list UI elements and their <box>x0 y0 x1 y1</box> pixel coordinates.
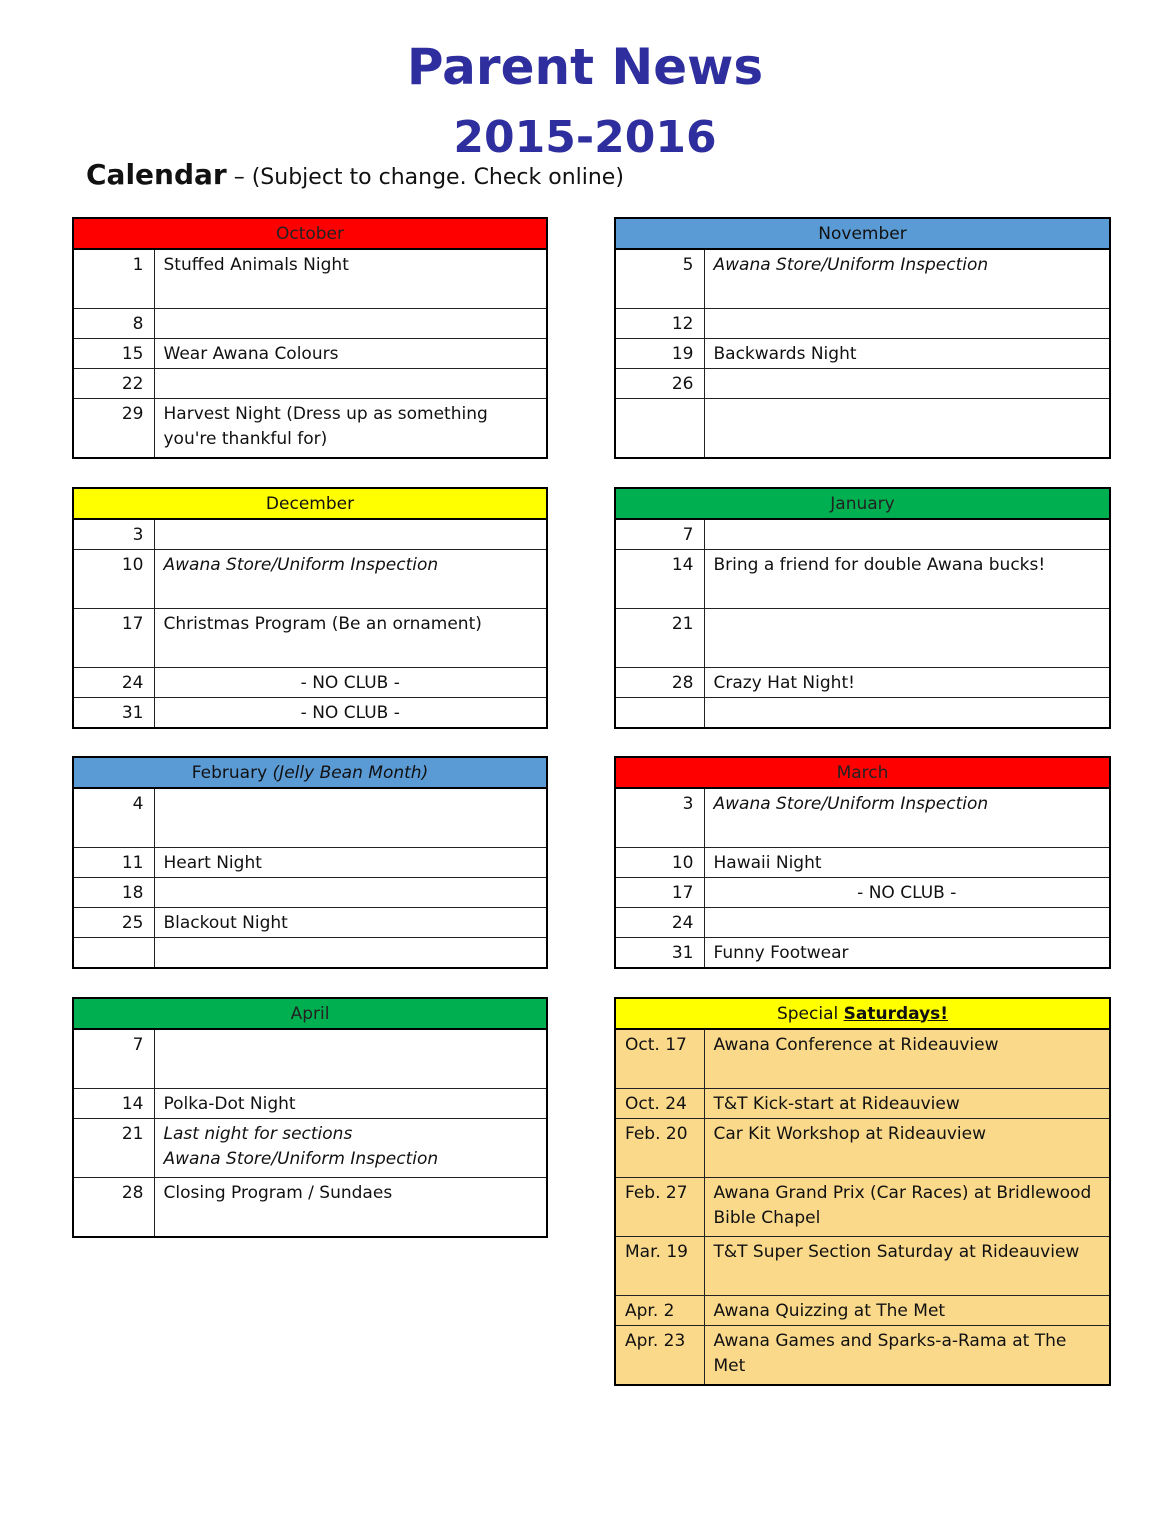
day-cell: 3 <box>615 788 704 848</box>
march-header: March <box>615 757 1110 788</box>
day-cell: 14 <box>615 550 704 609</box>
event-cell <box>704 399 1110 459</box>
table-row <box>73 908 547 938</box>
table-row <box>615 609 1110 668</box>
event-cell: Christmas Program (Be an ornament) <box>154 609 547 668</box>
table-row <box>615 878 1110 908</box>
event-cell: Blackout Night <box>154 908 547 938</box>
event-cell: T&T Kick-start at Rideauview <box>704 1089 1110 1119</box>
table-row <box>615 698 1110 729</box>
event-cell: Backwards Night <box>704 339 1110 369</box>
event-cell: Awana Conference at Rideauview <box>704 1029 1110 1089</box>
date-cell: Feb. 20 <box>615 1119 704 1178</box>
day-cell: 28 <box>615 668 704 698</box>
february-note: (Jelly Bean Month) <box>272 762 429 783</box>
event-cell <box>154 369 547 399</box>
event-cell <box>154 1029 547 1089</box>
event-cell <box>154 519 547 550</box>
event-cell <box>154 878 547 908</box>
event-cell: Hawaii Night <box>704 848 1110 878</box>
day-cell: 8 <box>73 309 154 339</box>
special-header <box>615 998 1110 1029</box>
day-cell <box>615 399 704 459</box>
table-row <box>615 1237 1110 1296</box>
table-row <box>73 309 547 339</box>
table-row <box>73 609 547 668</box>
table-row <box>615 848 1110 878</box>
day-cell: 11 <box>73 848 154 878</box>
december-table <box>72 487 548 729</box>
page-title: Parent News <box>406 38 764 96</box>
table-row <box>615 519 1110 550</box>
table-row <box>73 668 547 698</box>
event-cell: Heart Night <box>154 848 547 878</box>
november-table <box>614 217 1111 459</box>
day-cell: 10 <box>73 550 154 609</box>
day-cell: 7 <box>615 519 704 550</box>
table-row <box>615 1029 1110 1089</box>
table-row <box>73 369 547 399</box>
table-row <box>615 309 1110 339</box>
date-cell: Feb. 27 <box>615 1178 704 1237</box>
day-cell: 28 <box>73 1178 154 1238</box>
table-row <box>615 339 1110 369</box>
day-cell: 21 <box>73 1119 154 1178</box>
day-cell: 15 <box>73 339 154 369</box>
date-cell: Apr. 2 <box>615 1296 704 1326</box>
event-cell <box>154 788 547 848</box>
event-cell: Awana Games and Sparks-a-Rama at The Met <box>704 1326 1110 1386</box>
event-cell <box>704 908 1110 938</box>
event-cell: Bring a friend for double Awana bucks! <box>704 550 1110 609</box>
february-table <box>72 756 548 969</box>
event-cell <box>704 309 1110 339</box>
event-cell <box>154 309 547 339</box>
calendar-dash: – <box>233 165 245 190</box>
event-line: Last night for sections <box>163 1124 353 1144</box>
table-row <box>615 668 1110 698</box>
special-prefix: Special <box>776 1003 839 1024</box>
table-row <box>615 908 1110 938</box>
table-row <box>73 1029 547 1089</box>
event-cell: Car Kit Workshop at Rideauview <box>704 1119 1110 1178</box>
event-cell <box>704 609 1110 668</box>
event-cell: Awana Quizzing at The Met <box>704 1296 1110 1326</box>
date-cell: Oct. 24 <box>615 1089 704 1119</box>
table-row <box>615 788 1110 848</box>
event-cell: Polka-Dot Night <box>154 1089 547 1119</box>
table-row <box>73 1119 547 1178</box>
event-cell <box>154 1119 547 1178</box>
table-row <box>615 399 1110 459</box>
table-row <box>73 938 547 969</box>
date-cell: Apr. 23 <box>615 1326 704 1386</box>
event-cell: Awana Store/Uniform Inspection <box>154 550 547 609</box>
october-table <box>72 217 548 459</box>
day-cell: 17 <box>615 878 704 908</box>
event-cell: - NO CLUB - <box>704 878 1110 908</box>
table-row <box>73 848 547 878</box>
day-cell: 3 <box>73 519 154 550</box>
day-cell: 22 <box>73 369 154 399</box>
day-cell: 19 <box>615 339 704 369</box>
table-row <box>615 1326 1110 1386</box>
event-cell: Harvest Night (Dress up as something you're thankful for) <box>154 399 547 459</box>
table-row <box>615 1296 1110 1326</box>
table-row <box>73 249 547 309</box>
november-header: November <box>615 218 1110 249</box>
december-header: December <box>73 488 547 519</box>
event-cell <box>704 369 1110 399</box>
february-name: February <box>191 762 268 783</box>
table-row <box>73 519 547 550</box>
calendar-heading <box>86 158 624 191</box>
table-row <box>73 878 547 908</box>
day-cell: 24 <box>73 668 154 698</box>
year-heading: 2015-2016 <box>453 112 717 163</box>
day-cell: 5 <box>615 249 704 309</box>
day-cell <box>73 938 154 969</box>
day-cell: 14 <box>73 1089 154 1119</box>
event-cell: Wear Awana Colours <box>154 339 547 369</box>
event-cell: Crazy Hat Night! <box>704 668 1110 698</box>
event-cell <box>154 938 547 969</box>
day-cell: 21 <box>615 609 704 668</box>
event-cell: Awana Store/Uniform Inspection <box>704 249 1110 309</box>
day-cell: 31 <box>615 938 704 969</box>
table-row <box>615 369 1110 399</box>
day-cell: 17 <box>73 609 154 668</box>
day-cell: 29 <box>73 399 154 459</box>
day-cell: 12 <box>615 309 704 339</box>
april-table <box>72 997 548 1238</box>
day-cell: 18 <box>73 878 154 908</box>
event-cell: Closing Program / Sundaes <box>154 1178 547 1238</box>
table-row <box>615 938 1110 969</box>
table-row <box>73 550 547 609</box>
day-cell <box>615 698 704 729</box>
april-header: April <box>73 998 547 1029</box>
date-cell: Oct. 17 <box>615 1029 704 1089</box>
event-cell: - NO CLUB - <box>154 668 547 698</box>
table-row <box>73 1178 547 1238</box>
special-saturdays-table <box>614 997 1111 1386</box>
table-row <box>73 1089 547 1119</box>
date-cell: Mar. 19 <box>615 1237 704 1296</box>
event-cell: Awana Store/Uniform Inspection <box>704 788 1110 848</box>
calendar-note: (Subject to change. Check online) <box>251 165 624 190</box>
table-row <box>615 249 1110 309</box>
day-cell: 31 <box>73 698 154 729</box>
table-row <box>73 698 547 729</box>
table-row <box>615 550 1110 609</box>
february-header <box>73 757 547 788</box>
event-line: Awana Store/Uniform Inspection <box>163 1149 439 1169</box>
event-cell: Stuffed Animals Night <box>154 249 547 309</box>
special-emph: Saturdays! <box>843 1003 949 1024</box>
table-row <box>615 1119 1110 1178</box>
event-cell <box>704 519 1110 550</box>
january-table <box>614 487 1111 729</box>
march-table <box>614 756 1111 969</box>
january-header: January <box>615 488 1110 519</box>
day-cell: 25 <box>73 908 154 938</box>
day-cell: 24 <box>615 908 704 938</box>
event-cell: - NO CLUB - <box>154 698 547 729</box>
event-cell: Awana Grand Prix (Car Races) at Bridlewood Bible Chapel <box>704 1178 1110 1237</box>
day-cell: 4 <box>73 788 154 848</box>
day-cell: 10 <box>615 848 704 878</box>
event-cell: T&T Super Section Saturday at Rideauview <box>704 1237 1110 1296</box>
event-cell <box>704 698 1110 729</box>
table-row <box>615 1089 1110 1119</box>
event-cell: Funny Footwear <box>704 938 1110 969</box>
table-row <box>73 788 547 848</box>
table-row <box>73 399 547 459</box>
day-cell: 7 <box>73 1029 154 1089</box>
table-row <box>615 1178 1110 1237</box>
day-cell: 1 <box>73 249 154 309</box>
day-cell: 26 <box>615 369 704 399</box>
table-row <box>73 339 547 369</box>
calendar-label: Calendar <box>86 158 227 191</box>
october-header: October <box>73 218 547 249</box>
